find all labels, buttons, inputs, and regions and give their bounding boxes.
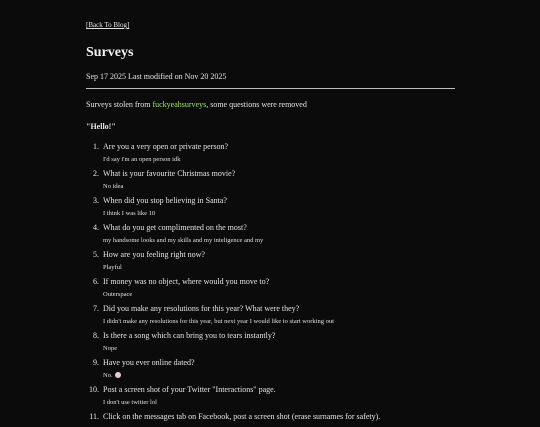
question-number: 11. bbox=[89, 412, 99, 421]
question-text: Is there a song which can bring you to tears instantly? bbox=[103, 331, 276, 340]
back-to-blog-link[interactable]: [Back To Blog] bbox=[86, 21, 130, 29]
answer-text: Outerspace bbox=[103, 291, 133, 298]
question-number: 4. bbox=[93, 223, 99, 232]
question-text: Click on the messages tab on Facebook, post a screen shot (erase surnames for safety). bbox=[103, 412, 381, 421]
answer-text: No idea bbox=[103, 183, 124, 190]
question-number: 10. bbox=[89, 385, 99, 394]
question-number: 5. bbox=[93, 250, 99, 259]
question-list bbox=[86, 142, 456, 422]
answer-row bbox=[103, 371, 456, 380]
blog-post bbox=[86, 14, 456, 427]
question-text: How are you feeling right now? bbox=[103, 250, 205, 259]
answer-text: I think I was like 10 bbox=[103, 210, 156, 217]
list-item bbox=[86, 331, 456, 353]
header-divider bbox=[86, 88, 455, 89]
post-dates: Sep 17 2025 Last modified on Nov 20 2025 bbox=[86, 72, 227, 81]
question-number: 1. bbox=[93, 142, 99, 151]
source-link[interactable]: fuckyeahsurveys bbox=[152, 100, 207, 109]
question-text: Have you ever online dated? bbox=[103, 358, 195, 367]
question-number: 7. bbox=[93, 304, 99, 313]
smiling-face-icon bbox=[115, 372, 121, 378]
answer-text: Nope bbox=[103, 345, 118, 352]
list-item bbox=[86, 250, 456, 272]
question-text: What is your favourite Christmas movie? bbox=[103, 169, 236, 178]
answer-text: I don't use twitter lol bbox=[103, 399, 157, 406]
list-item bbox=[86, 304, 456, 326]
answer-text: I didn't make any resolutions for this year, but next year I would like to start working out bbox=[103, 318, 334, 325]
intro-text bbox=[86, 100, 456, 110]
list-item bbox=[86, 385, 456, 407]
question-number: 3. bbox=[93, 196, 99, 205]
intro-prefix: Surveys stolen from bbox=[86, 100, 153, 109]
list-item bbox=[86, 169, 456, 191]
list-item bbox=[86, 223, 456, 245]
question-text: Are you a very open or private person? bbox=[103, 142, 229, 151]
question-text: If money was no object, where would you move to? bbox=[103, 277, 270, 286]
question-text: What do you get complimented on the most? bbox=[103, 223, 247, 232]
question-text: Did you make any resolutions for this year? What were they? bbox=[103, 304, 300, 313]
list-item bbox=[86, 358, 456, 380]
page-title: Surveys bbox=[86, 45, 134, 60]
list-item bbox=[86, 142, 456, 164]
question-number: 6. bbox=[93, 277, 99, 286]
answer-text: I'd say i'm an open person idk bbox=[103, 156, 181, 163]
list-item bbox=[86, 277, 456, 299]
list-item bbox=[86, 412, 456, 422]
section-heading: "Hello!" bbox=[86, 122, 116, 131]
question-number: 8. bbox=[93, 331, 99, 340]
answer-text: my handsome looks and my skills and my inteligence and my bbox=[103, 237, 264, 244]
question-text: Post a screen shot of your Twitter "Interactions" page. bbox=[103, 385, 276, 394]
question-text: When did you stop believing in Santa? bbox=[103, 196, 227, 205]
question-number: 2. bbox=[93, 169, 99, 178]
answer-text: No. bbox=[103, 372, 113, 379]
intro-suffix: , some questions were removed bbox=[206, 100, 307, 109]
answer-text: Playful bbox=[103, 264, 122, 271]
list-item bbox=[86, 196, 456, 218]
question-number: 9. bbox=[93, 358, 99, 367]
